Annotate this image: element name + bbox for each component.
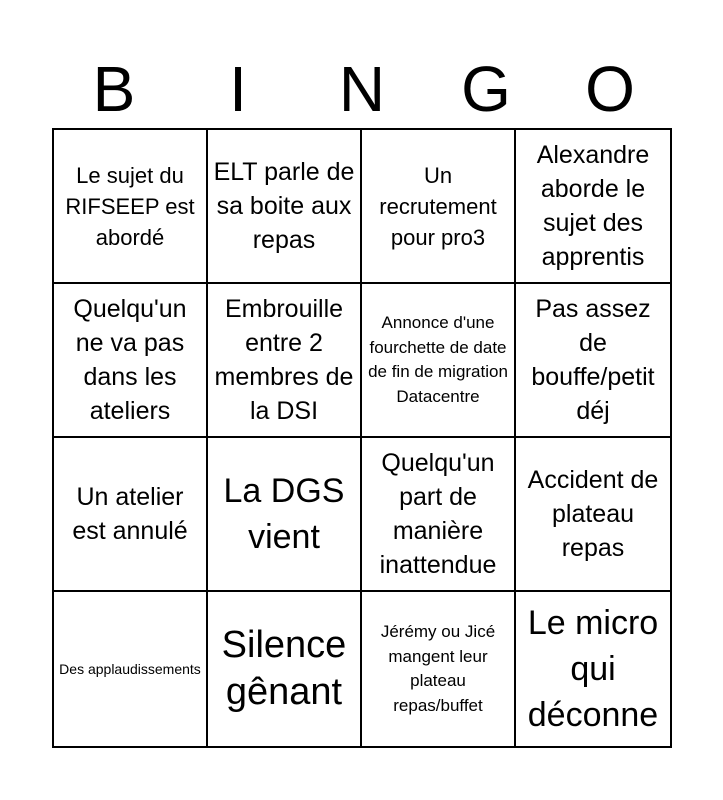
bingo-cell-r2c1[interactable] (54, 284, 208, 438)
cell-text: Le micro qui déconne (527, 604, 659, 734)
cell-text: Un atelier est annulé (72, 483, 188, 545)
bingo-board (52, 128, 672, 748)
header-letter-o: O (585, 53, 635, 125)
cell-text: Annonce d'une fourchette de date de fin de migration Datacentre (368, 313, 508, 406)
bingo-cell-r2c2[interactable] (208, 284, 362, 438)
bingo-header (52, 50, 672, 128)
bingo-cell-r1c2[interactable] (208, 130, 362, 284)
cell-text: Pas assez de bouffe/petit déj (531, 295, 655, 425)
cell-text: Jérémy ou Jicé mangent leur plateau repas/buffet (380, 622, 496, 715)
bingo-cell-r2c4[interactable] (516, 284, 670, 438)
cell-text: Silence gênant (221, 624, 347, 713)
cell-text: Un recrutement pour pro3 (379, 162, 497, 250)
header-letter-n: N (338, 53, 386, 125)
cell-text: ELT parle de sa boite aux repas (213, 158, 355, 254)
bingo-cell-r1c4[interactable] (516, 130, 670, 284)
bingo-cell-r3c2[interactable] (208, 438, 362, 592)
cell-text: Alexandre aborde le sujet des apprentis (536, 141, 650, 271)
cell-text: Accident de plateau repas (527, 466, 659, 562)
bingo-cell-r3c3[interactable] (362, 438, 516, 592)
cell-text: Le sujet du RIFSEEP est abordé (65, 162, 195, 250)
bingo-cell-r1c3[interactable] (362, 130, 516, 284)
bingo-cell-r3c1[interactable] (54, 438, 208, 592)
bingo-cell-r1c1[interactable] (54, 130, 208, 284)
header-letter-b: B (92, 53, 136, 125)
bingo-cell-r4c2[interactable] (208, 592, 362, 746)
cell-text: Embrouille entre 2 membres de la DSI (214, 295, 354, 425)
header-letter-g: G (461, 53, 511, 125)
bingo-cell-r4c1[interactable] (54, 592, 208, 746)
bingo-cell-r3c4[interactable] (516, 438, 670, 592)
cell-text: La DGS vient (223, 472, 345, 556)
cell-text: Quelqu'un part de manière inattendue (379, 449, 497, 579)
bingo-cell-r4c3[interactable] (362, 592, 516, 746)
bingo-cell-r2c3[interactable] (362, 284, 516, 438)
header-letter-i: I (229, 53, 247, 125)
cell-text: Des applaudissements (59, 661, 201, 677)
bingo-cell-r4c4[interactable] (516, 592, 670, 746)
cell-text: Quelqu'un ne va pas dans les ateliers (73, 295, 187, 425)
